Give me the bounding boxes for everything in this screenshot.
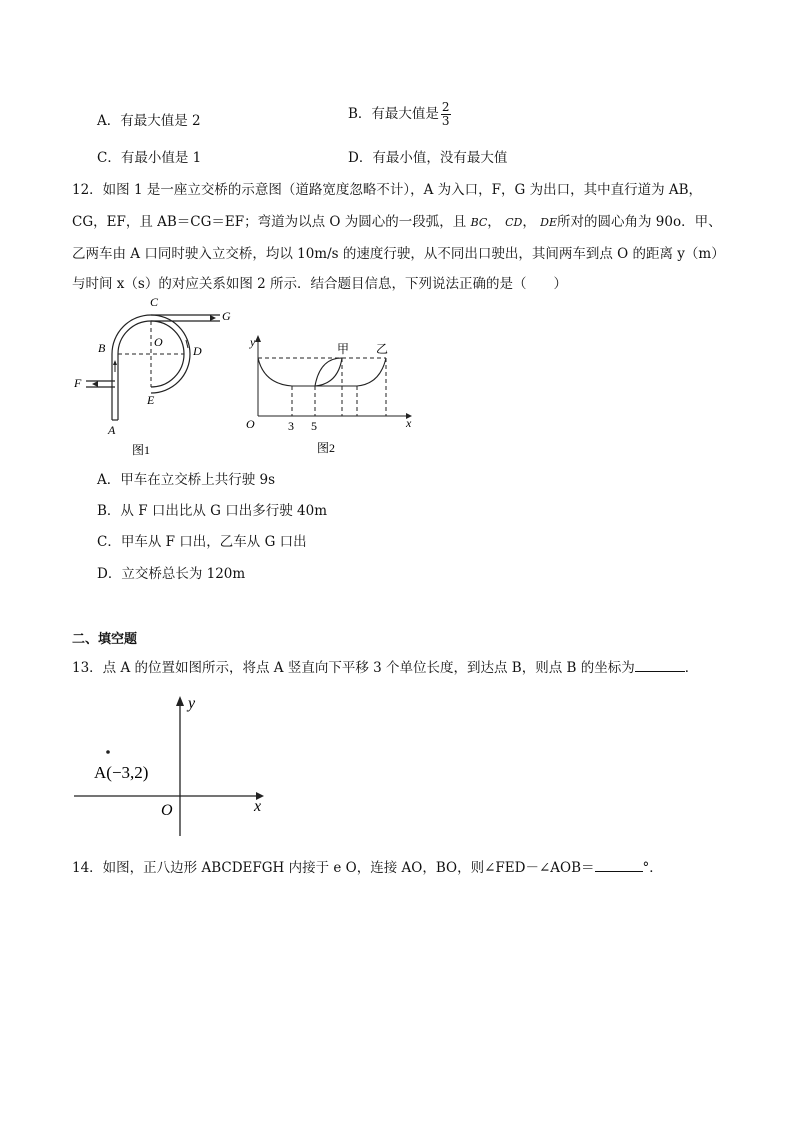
point-a [106, 750, 110, 754]
q13-x-label: x [254, 798, 262, 815]
answer-blank[interactable] [635, 659, 685, 672]
q14-text [72, 856, 663, 876]
fig2-tick-3: 3 [288, 419, 294, 433]
q11-option-c: C．有最小值是 1 [97, 150, 202, 166]
sep: ， [522, 214, 536, 230]
fig2-y-label: y [250, 335, 256, 349]
q12-option-a: A．甲车在立交桥上共行驶 9s [97, 472, 276, 488]
sep: ， [487, 214, 501, 230]
figure-2-graph [240, 328, 420, 458]
q11-option-b [348, 101, 451, 128]
fraction-denominator: 3 [441, 114, 450, 128]
q13-text [72, 656, 698, 676]
point-a-label: A(−3,2) [94, 763, 149, 782]
arc-bc: BC [470, 216, 488, 229]
q12-line-2b: 所对的圆心角为 90o．甲、 [557, 214, 722, 230]
q12-line-4: 与时间 x（s）的对应关系如图 2 所示．结合题目信息，下列说法正确的是（ ） [72, 276, 568, 292]
fraction [441, 101, 451, 128]
q11-option-a: A．有最大值是 2 [97, 113, 201, 129]
q14-text-before: 14．如图，正八边形 ABCDEFGH 内接于 e O，连接 AO，BO，则∠FED－∠AOB＝ [72, 860, 595, 876]
figure-1-caption: 图1 [132, 443, 151, 457]
q12-option-d: D．立交桥总长为 120m [97, 566, 246, 582]
q14-text-after: °． [642, 860, 663, 876]
q12-line-2a: CG，EF，且 AB＝CG＝EF；弯道为以点 O 为圆心的一段弧，且 [72, 214, 467, 230]
q12-option-b: B．从 F 口出比从 G 口出多行驶 40m [97, 503, 328, 519]
q13-text-after: ． [684, 660, 699, 676]
q13-y-label: y [188, 695, 196, 712]
label-d: D [193, 344, 202, 358]
q13-text-before: 13．点 A 的位置如图所示，将点 A 竖直向下平移 3 个单位长度，到达点 B，则点 B 的坐标为 [72, 660, 635, 676]
answer-blank[interactable] [595, 859, 643, 872]
fig2-label-yi: 乙 [376, 342, 389, 356]
label-a: A [108, 423, 116, 437]
figure-1-interchange [70, 292, 240, 458]
fig2-label-jia: 甲 [337, 342, 350, 356]
q11-option-b-text: B．有最大值是 [348, 106, 439, 122]
q13-origin: O [161, 802, 173, 819]
section-heading: 二、填空题 [72, 632, 138, 647]
label-c: C [150, 295, 159, 309]
arc-de: DE [540, 216, 557, 229]
fraction-numerator: 2 [441, 100, 450, 114]
label-o: O [154, 335, 163, 349]
label-b: B [98, 341, 106, 355]
figure-2-caption: 图2 [317, 441, 336, 455]
q12-option-c: C．甲车从 F 口出，乙车从 G 口出 [97, 534, 307, 550]
q12-line-3: 乙两车由 A 口同时驶入立交桥，均以 10m/s 的速度行驶，从不同出口驶出，其间两车到点 O 的距离 y（m） [72, 246, 725, 262]
label-f: F [74, 376, 82, 390]
fig2-tick-5: 5 [311, 419, 317, 433]
q12-line-2 [72, 210, 722, 230]
arc-cd: CD [505, 216, 523, 229]
q11-option-d: D．有最小值，没有最大值 [348, 150, 508, 166]
fig2-x-label: x [406, 416, 412, 430]
q12-line-1: 12．如图 1 是一座立交桥的示意图（道路宽度忽略不计），A 为入口，F，G 为出口，其中直行道为 AB， [72, 182, 703, 198]
q13-coordinate-figure [70, 690, 280, 840]
label-e: E [147, 393, 155, 407]
fig2-origin: O [246, 417, 255, 431]
label-g: G [222, 309, 231, 323]
